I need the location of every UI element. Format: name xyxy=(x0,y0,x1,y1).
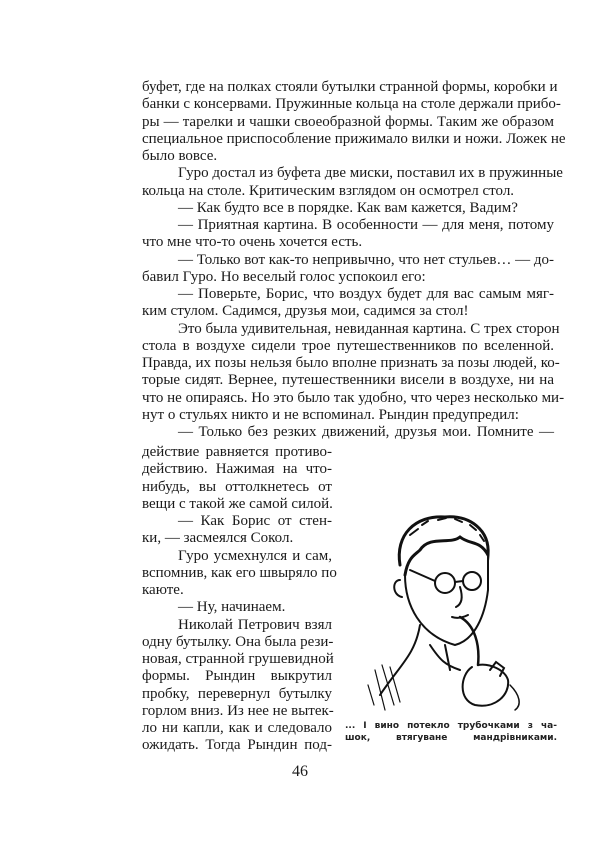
text-line: — Как Борис от стен- xyxy=(178,513,332,529)
text-line: нут о стульях никто и не вспоминал. Рындин предупредил: xyxy=(142,406,519,423)
text-line: было вовсе. xyxy=(142,148,218,164)
text-line: что мне что-то очень хочется есть. xyxy=(142,234,363,251)
text-line: пробку, перевернул бутылку xyxy=(142,685,332,702)
text-line: действие равняется противо- xyxy=(142,444,332,460)
text-line: — Только вот как-то непривычно, что нет стульев… — до- xyxy=(178,251,555,268)
text-line: нибудь, вы оттолкнетесь от xyxy=(142,478,332,495)
text-line: каюте. xyxy=(142,582,184,598)
text-line: одну бутылку. Она была рези- xyxy=(142,633,334,650)
text-line: специальное приспособление прижимало вилки и ножи. Ложек не xyxy=(142,130,566,147)
text-line: Гуро достал из буфета две миски, поставил их в пружинные xyxy=(178,165,563,182)
text-line: ки, — засмеялся Сокол. xyxy=(142,530,294,547)
main-text-full-width xyxy=(142,79,566,441)
caption-line: шок, втягуване мандрівниками. xyxy=(345,733,557,743)
main-text-narrow-column xyxy=(142,444,337,755)
text-line: Гуро усмехнулся и сам, xyxy=(178,547,332,564)
text-line: вспомнив, как его швыряло по xyxy=(142,564,337,581)
text-line: буфет, где на полках стояли бутылки странной формы, коробки и xyxy=(142,79,558,95)
text-line: — Приятная картина. В особенности — для меня, потому xyxy=(178,217,554,233)
text-line: новая, странной грушевидной xyxy=(142,651,334,667)
text-line: горлом вниз. Из нее не вытек- xyxy=(142,702,334,719)
text-line: кольца на столе. Критическим взглядом он осмотрел стол. xyxy=(142,182,515,199)
text-line: — Ну, начинаем. xyxy=(178,599,286,616)
text-line: стола в воздухе сидели трое путешественников по вселенной. xyxy=(142,337,554,354)
illustration-drawing xyxy=(360,495,540,715)
text-line: ожидать. Тогда Рындин под- xyxy=(142,737,332,754)
page-number: 46 xyxy=(292,763,308,780)
illustration-caption xyxy=(345,720,557,744)
text-line: бавил Гуро. Но веселый голос успокоил его: xyxy=(142,268,426,285)
text-line: — Только без резких движений, друзья мои. Помните — xyxy=(178,424,554,440)
text-line: банки с консервами. Пружинные кольца на столе держали прибо- xyxy=(142,96,561,113)
text-line: — Как будто все в порядке. Как вам кажется, Вадим? xyxy=(178,199,518,216)
text-line: действию. Нажимая на что- xyxy=(142,461,332,478)
caption-line: ... І вино потекло трубочками з ча- xyxy=(345,721,557,731)
text-line: ры — тарелки и чашки своеобразной формы. Таким же образом xyxy=(142,113,554,130)
text-line: вещи с такой же самой силой. xyxy=(142,495,333,512)
illustration-man-drinking xyxy=(360,495,540,715)
text-line: Это была удивительная, невиданная картина. С трех сторон xyxy=(178,320,560,337)
text-line: ло ни капли, как и следовало xyxy=(142,720,332,736)
text-line: формы. Рындин выкрутил xyxy=(142,668,332,685)
text-line: торые сидят. Вернее, путешественники висели в воздухе, ни на xyxy=(142,372,554,389)
text-line: Николай Петрович взял xyxy=(178,616,332,633)
text-line: Правда, их позы нельзя было вполне признать за позы людей, ко- xyxy=(142,355,560,371)
text-line: ким стулом. Садимся, друзья мои, садимся за стол! xyxy=(142,303,469,320)
text-line: что не опираясь. Но это было так удобно, что через несколько ми- xyxy=(142,389,565,406)
text-line: — Поверьте, Борис, что воздух будет для вас самым мяг- xyxy=(178,286,554,302)
